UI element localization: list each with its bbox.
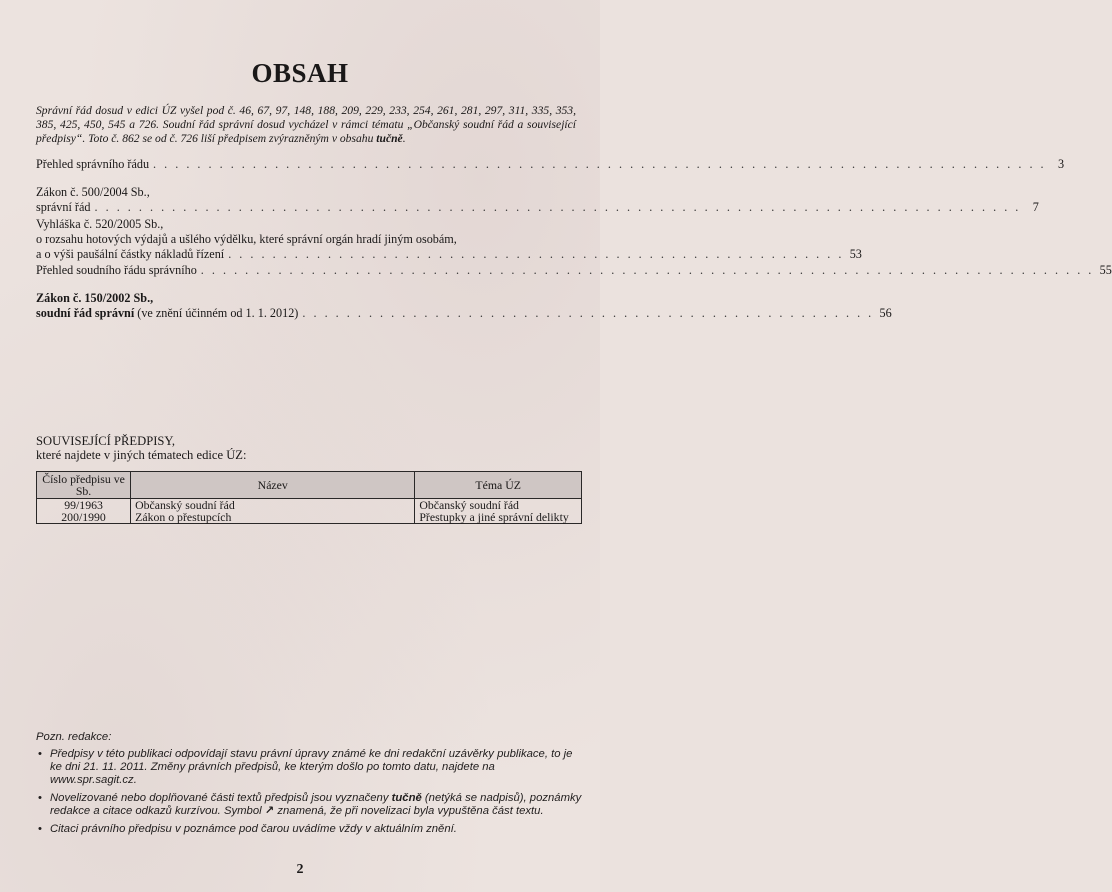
toc-page-number: 3 <box>1058 157 1065 171</box>
cell-topic: Občanský soudní řád <box>415 499 582 512</box>
note-bold-word: tučně <box>391 792 422 804</box>
intro-end: . <box>402 132 406 145</box>
related-section <box>36 434 247 462</box>
page-number: 2 <box>296 862 304 877</box>
toc-page-number: 55 <box>1099 263 1112 277</box>
cell-name: Občanský soudní řád <box>131 499 415 512</box>
column-header-name: Název <box>131 472 415 499</box>
toc-entry[interactable] <box>36 217 862 262</box>
table-row <box>37 511 582 524</box>
toc-entry[interactable] <box>36 185 1039 215</box>
note-item: • Citaci právního předpisu v poznámce pod čarou uvádíme vždy v aktuálním znění. <box>36 823 584 836</box>
cell-number: 200/1990 <box>37 511 131 524</box>
cell-name: Zákon o přestupcích <box>131 511 415 524</box>
note-item <box>36 792 584 818</box>
toc-leader-dots: . . . . . . . . . . . . . . . . . . . . . . . . . . . . . . . . . . . . . . . . . . . . . . . . . . . . . . . . . . . . . . . . . . . . . . . . . . . . . . . . . <box>153 157 1047 171</box>
toc-entry-title: Vyhláška č. 520/2005 Sb., <box>36 217 164 231</box>
toc-page-number: 7 <box>1032 200 1039 214</box>
toc-page-number: 56 <box>879 306 892 320</box>
toc-entry-subtitle: soudní řád správní <box>36 306 135 320</box>
toc-entry[interactable] <box>36 291 892 321</box>
cell-number: 99/1963 <box>37 499 131 512</box>
toc-entry-title: Zákon č. 500/2004 Sb., <box>36 185 150 199</box>
intro-bold-word: tučně <box>376 132 403 145</box>
toc-entry-title: Přehled soudního řádu správního <box>36 263 197 277</box>
editorial-notes <box>36 731 584 841</box>
notes-heading: Pozn. redakce: <box>36 731 112 743</box>
deletion-arrow-icon: ↗ <box>264 805 275 817</box>
page-title: OBSAH <box>251 58 349 88</box>
toc-entry-subtitle: a o výši paušální částky nákladů řízení <box>36 247 225 261</box>
note-text: (netýká se nadpisů), poznámky redakce a citace odkazů kurzívou. Symbol <box>50 792 582 817</box>
toc-leader-dots: . . . . . . . . . . . . . . . . . . . . . . . . . . . . . . . . . . . . . . . . . . . . . . . . . . . . . . . . <box>228 247 844 261</box>
column-header-number: Číslo předpisu ve Sb. <box>37 472 131 499</box>
toc-leader-dots: . . . . . . . . . . . . . . . . . . . . . . . . . . . . . . . . . . . . . . . . . . . . . . . . . . . . . . . . . . . . . . . . . . . . . . . . . . . . . . . . . <box>200 263 1094 277</box>
intro-text: Správní řád dosud v edici ÚZ vyšel pod č. 46, 67, 97, 148, 188, 209, 229, 233, 254, 261, 281, 297, 311, 335, 353, 385, 425, 450, 545 a 726. Soudní řád správní dosud vycházel v rámci tématu „Občanský soudní řád a související předpisy“. Toto č. 862 se od č. 726 liší předpisem zvýrazněným v obsahu <box>36 104 576 145</box>
toc-leader-dots: . . . . . . . . . . . . . . . . . . . . . . . . . . . . . . . . . . . . . . . . . . . . . . . . . . . . <box>302 306 874 320</box>
toc-entry-suffix: (ve znění účinném od 1. 1. 2012) <box>134 306 299 320</box>
intro-paragraph <box>36 104 576 146</box>
cell-topic: Přestupky a jiné správní delikty <box>415 511 582 524</box>
note-text: znamená, že při novelizaci byla vypuštěna část textu. <box>274 805 544 817</box>
toc-entry[interactable] <box>36 263 1112 278</box>
note-item: • Předpisy v této publikaci odpovídají stavu právní úpravy známé ke dni redakční uzávěrky publikace, to je ke dni 21. 11. 2011. Změny právních předpisů, ke kterým došlo po tomto datu, najdete na www.spr.sagit.cz. <box>36 748 584 787</box>
toc-entry-subtitle: o rozsahu hotových výdajů a ušlého výdělku, které správní orgán hradí jiným osobám, <box>36 232 457 246</box>
related-heading: SOUVISEJÍCÍ PŘEDPISY, <box>36 434 176 448</box>
related-table <box>36 471 582 524</box>
note-text: Novelizované nebo doplňované části textů předpisů jsou vyznačeny <box>50 792 392 804</box>
related-subheading: které najdete v jiných tématech edice ÚZ: <box>36 448 247 462</box>
toc-entry-subtitle: správní řád <box>36 200 91 214</box>
toc-page-number: 53 <box>849 247 862 261</box>
toc-leader-dots: . . . . . . . . . . . . . . . . . . . . . . . . . . . . . . . . . . . . . . . . . . . . . . . . . . . . . . . . . . . . . . . . . . . . . . . . . . . . . . . . . . . . <box>94 200 1021 214</box>
toc-entry[interactable] <box>36 157 1065 172</box>
column-header-topic: Téma ÚZ <box>415 472 582 499</box>
toc-entry-title: Přehled správního řádu <box>36 157 150 171</box>
table-header-row <box>37 472 582 499</box>
toc-entry-title: Zákon č. 150/2002 Sb., <box>36 291 154 305</box>
